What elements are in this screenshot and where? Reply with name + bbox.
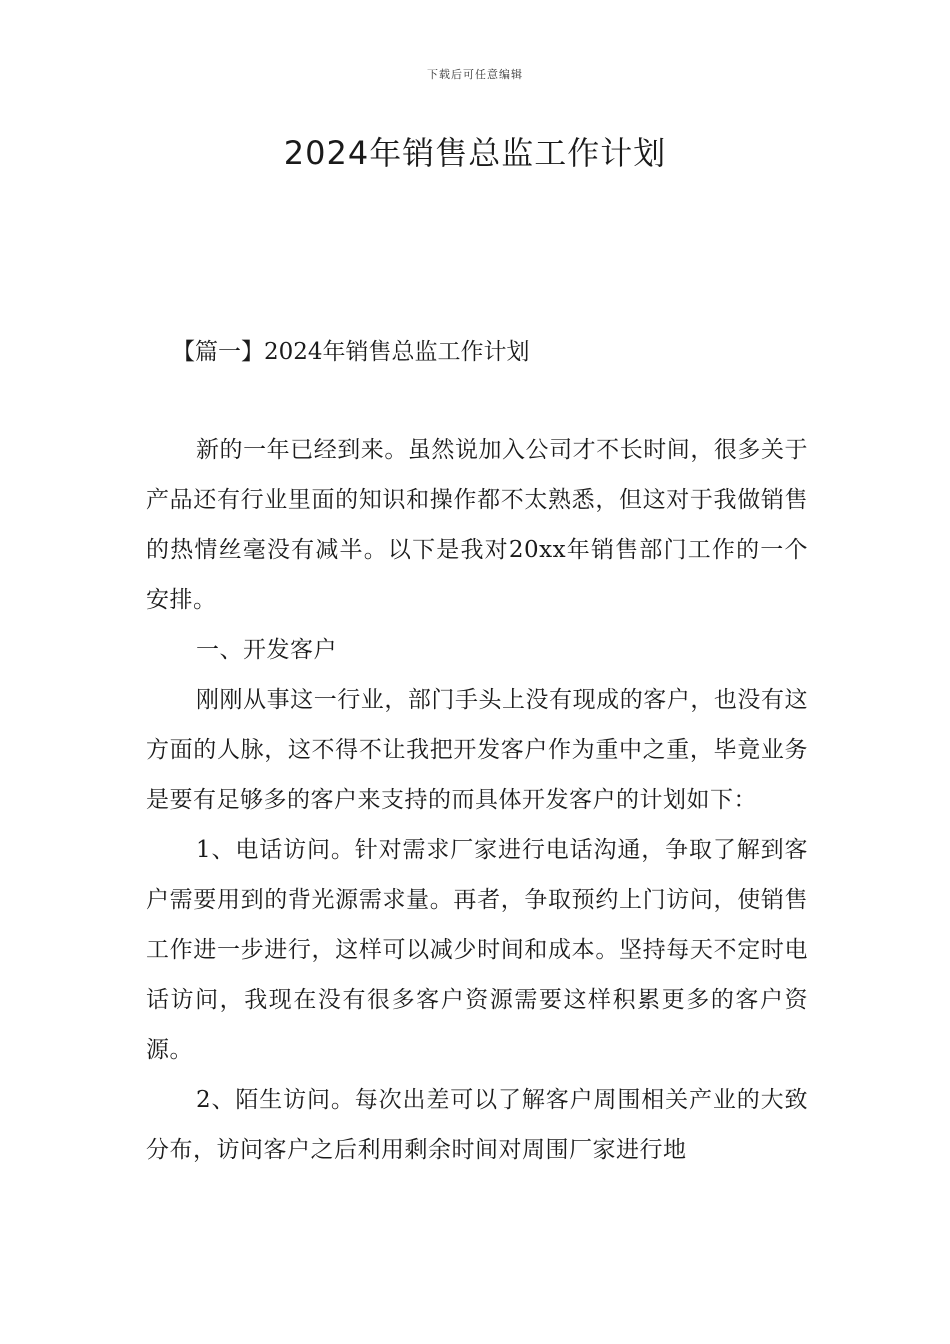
document-body [146, 425, 808, 1175]
paragraph-subheading-develop-clients: 一、开发客户 [196, 637, 337, 663]
paragraph-develop-clients: 刚刚从事这一行业，部门手头上没有现成的客户，也没有这方面的人脉，这不得不让我把开发客户作为重中之重，毕竟业务是要有足够多的客户来支持的而具体开发客户的计划如下： [146, 687, 808, 813]
paragraph-cold-visits: 2、陌生访问。每次出差可以了解客户周围相关产业的大致分布，访问客户之后利用剩余时间对周围厂家进行地 [146, 1087, 808, 1163]
paragraph-intro: 新的一年已经到来。虽然说加入公司才不长时间，很多关于产品还有行业里面的知识和操作都不太熟悉，但这对于我做销售的热情丝毫没有减半。以下是我对20xx年销售部门工作的一个安排。 [146, 437, 808, 613]
section-heading: 【篇一】2024年销售总监工作计划 [172, 339, 530, 365]
header-note: 下载后可任意编辑 [427, 68, 523, 81]
paragraph-phone-visits: 1、电话访问。针对需求厂家进行电话沟通，争取了解到客户需要用到的背光源需求量。再者，争取预约上门访问，使销售工作进一步进行，这样可以减少时间和成本。坚持每天不定时电话访问，我现在没有很多客户资源需要这样积累更多的客户资源。 [146, 837, 808, 1063]
document-title: 2024年销售总监工作计划 [283, 134, 667, 172]
